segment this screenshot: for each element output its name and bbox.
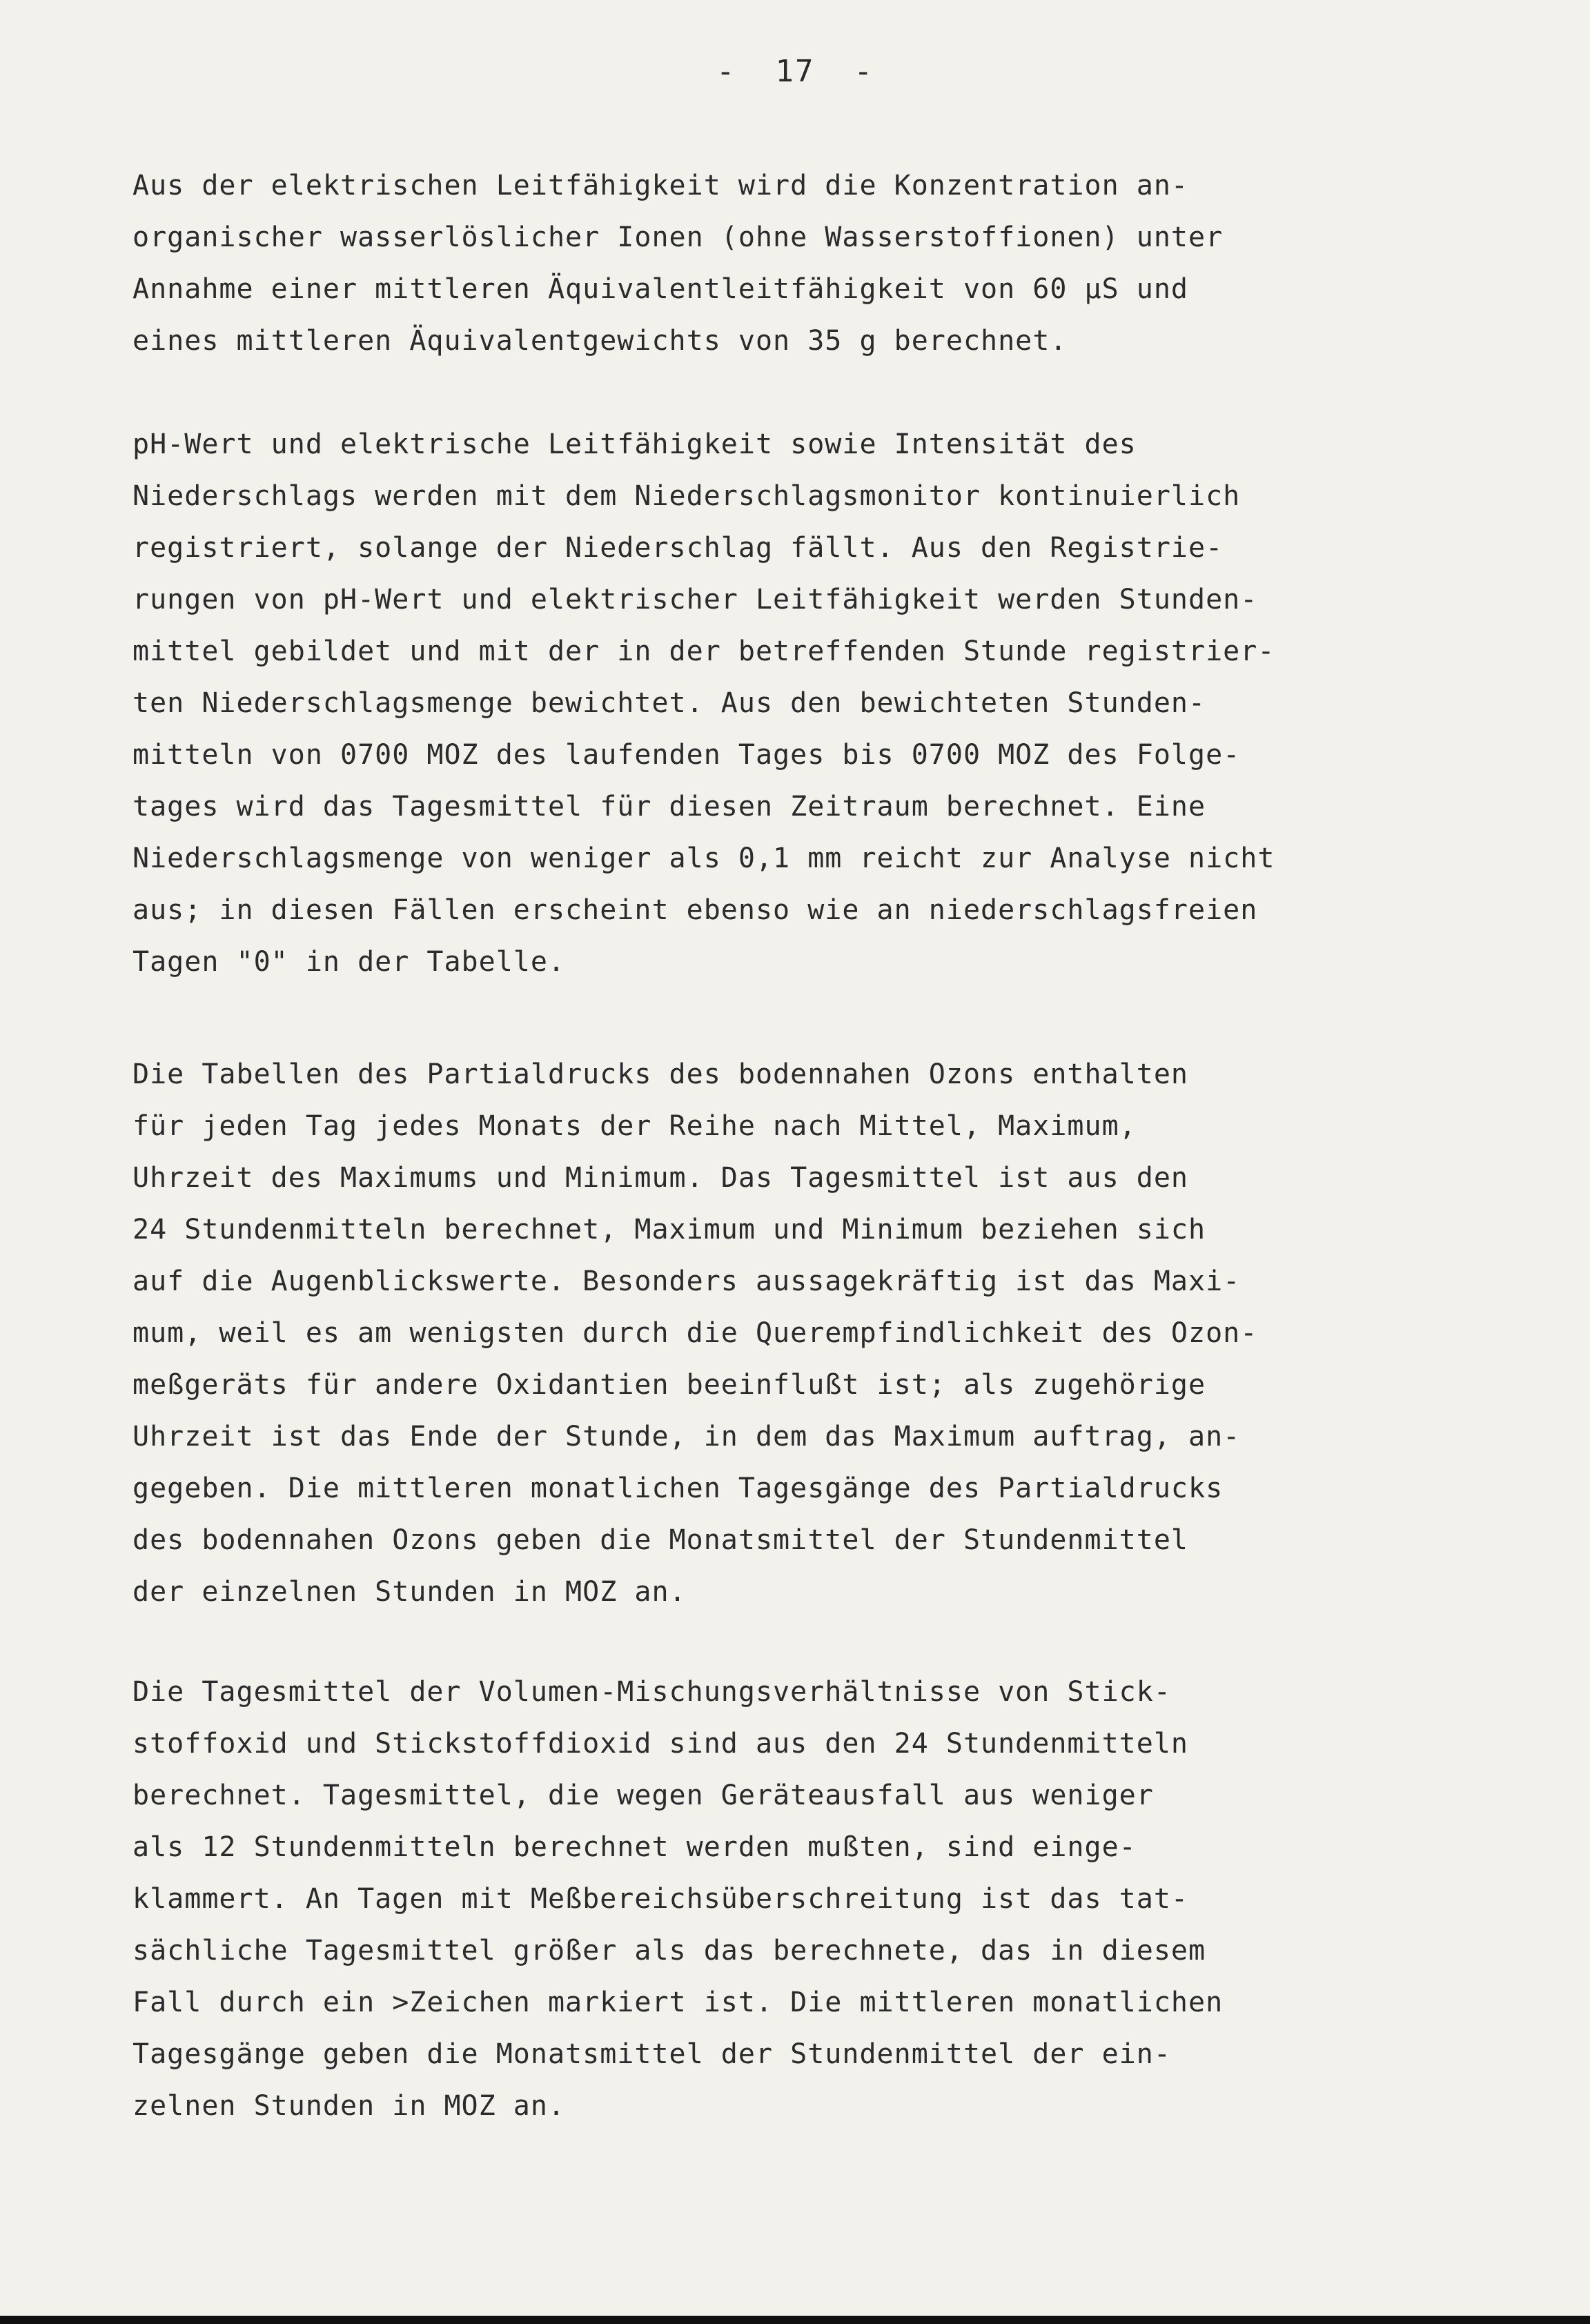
text-line: klammert. An Tagen mit Meßbereichsüberschreitung ist das tat- — [132, 1883, 1189, 1915]
text-line: Fall durch ein >Zeichen markiert ist. Die mittleren monatlichen — [132, 1987, 1224, 2018]
text-line: zelnen Stunden in MOZ an. — [132, 2090, 566, 2122]
text-line: mitteln von 0700 MOZ des laufenden Tages bis 0700 MOZ des Folge- — [132, 739, 1241, 771]
text-line: stoffoxid und Stickstoffdioxid sind aus den 24 Stundenmitteln — [132, 1728, 1189, 1760]
text-line: mum, weil es am wenigsten durch die Querempfindlichkeit des Ozon- — [132, 1317, 1258, 1349]
text-line: Die Tabellen des Partialdrucks des bodennahen Ozons enthalten — [132, 1058, 1189, 1090]
text-line: Tagen "0" in der Tabelle. — [132, 946, 566, 978]
text-line: Uhrzeit des Maximums und Minimum. Das Tagesmittel ist aus den — [132, 1162, 1189, 1194]
bottom-edge-divider — [0, 2316, 1590, 2324]
text-line: aus; in diesen Fällen erscheint ebenso wie an niederschlagsfreien — [132, 894, 1258, 926]
text-line: registriert, solange der Niederschlag fällt. Aus den Registrie- — [132, 532, 1224, 564]
text-line: Tagesgänge geben die Monatsmittel der Stundenmittel der ein- — [132, 2038, 1171, 2070]
text-line: als 12 Stundenmitteln berechnet werden mußten, sind einge- — [132, 1831, 1137, 1863]
text-line: der einzelnen Stunden in MOZ an. — [132, 1576, 687, 1608]
text-line: berechnet. Tagesmittel, die wegen Geräteausfall aus weniger — [132, 1780, 1154, 1811]
paragraph-ozone — [132, 1049, 1527, 1618]
text-line: sächliche Tagesmittel größer als das berechnete, das in diesem — [132, 1935, 1206, 1967]
text-line: organischer wasserlöslicher Ionen (ohne Wasserstoffionen) unter — [132, 221, 1224, 253]
text-line: Aus der elektrischen Leitfähigkeit wird die Konzentration an- — [132, 170, 1189, 201]
page-number: - 17 - — [716, 54, 874, 89]
text-line: ten Niederschlagsmenge bewichtet. Aus den bewichteten Stunden- — [132, 687, 1206, 719]
text-line: rungen von pH-Wert und elektrischer Leitfähigkeit werden Stunden- — [132, 584, 1258, 616]
text-line: auf die Augenblickswerte. Besonders aussagekräftig ist das Maxi- — [132, 1266, 1241, 1297]
text-line: meßgeräts für andere Oxidantien beeinflußt ist; als zugehörige — [132, 1369, 1206, 1401]
paragraph-conductivity — [132, 160, 1527, 367]
text-line: 24 Stundenmitteln berechnet, Maximum und Minimum beziehen sich — [132, 1214, 1206, 1245]
text-line: eines mittleren Äquivalentgewichts von 35 g berechnet. — [132, 325, 1068, 357]
text-line: des bodennahen Ozons geben die Monatsmittel der Stundenmittel — [132, 1524, 1189, 1556]
text-line: tages wird das Tagesmittel für diesen Zeitraum berechnet. Eine — [132, 791, 1206, 823]
text-line: Annahme einer mittleren Äquivalentleitfähigkeit von 60 µS und — [132, 273, 1189, 305]
text-line: Uhrzeit ist das Ende der Stunde, in dem das Maximum auftrag, an- — [132, 1421, 1241, 1452]
text-line: für jeden Tag jedes Monats der Reihe nach Mittel, Maximum, — [132, 1110, 1137, 1142]
text-line: Niederschlags werden mit dem Niederschlagsmonitor kontinuierlich — [132, 480, 1241, 512]
text-line: Die Tagesmittel der Volumen-Mischungsverhältnisse von Stick- — [132, 1676, 1171, 1708]
text-line: pH-Wert und elektrische Leitfähigkeit sowie Intensität des — [132, 429, 1137, 460]
paragraph-ph-value — [132, 419, 1527, 988]
paragraph-nitrogen-oxides — [132, 1666, 1527, 2132]
text-line: Niederschlagsmenge von weniger als 0,1 mm reicht zur Analyse nicht — [132, 843, 1275, 874]
text-line: mittel gebildet und mit der in der betreffenden Stunde registrier- — [132, 636, 1275, 667]
text-line: gegeben. Die mittleren monatlichen Tagesgänge des Partialdrucks — [132, 1473, 1224, 1504]
